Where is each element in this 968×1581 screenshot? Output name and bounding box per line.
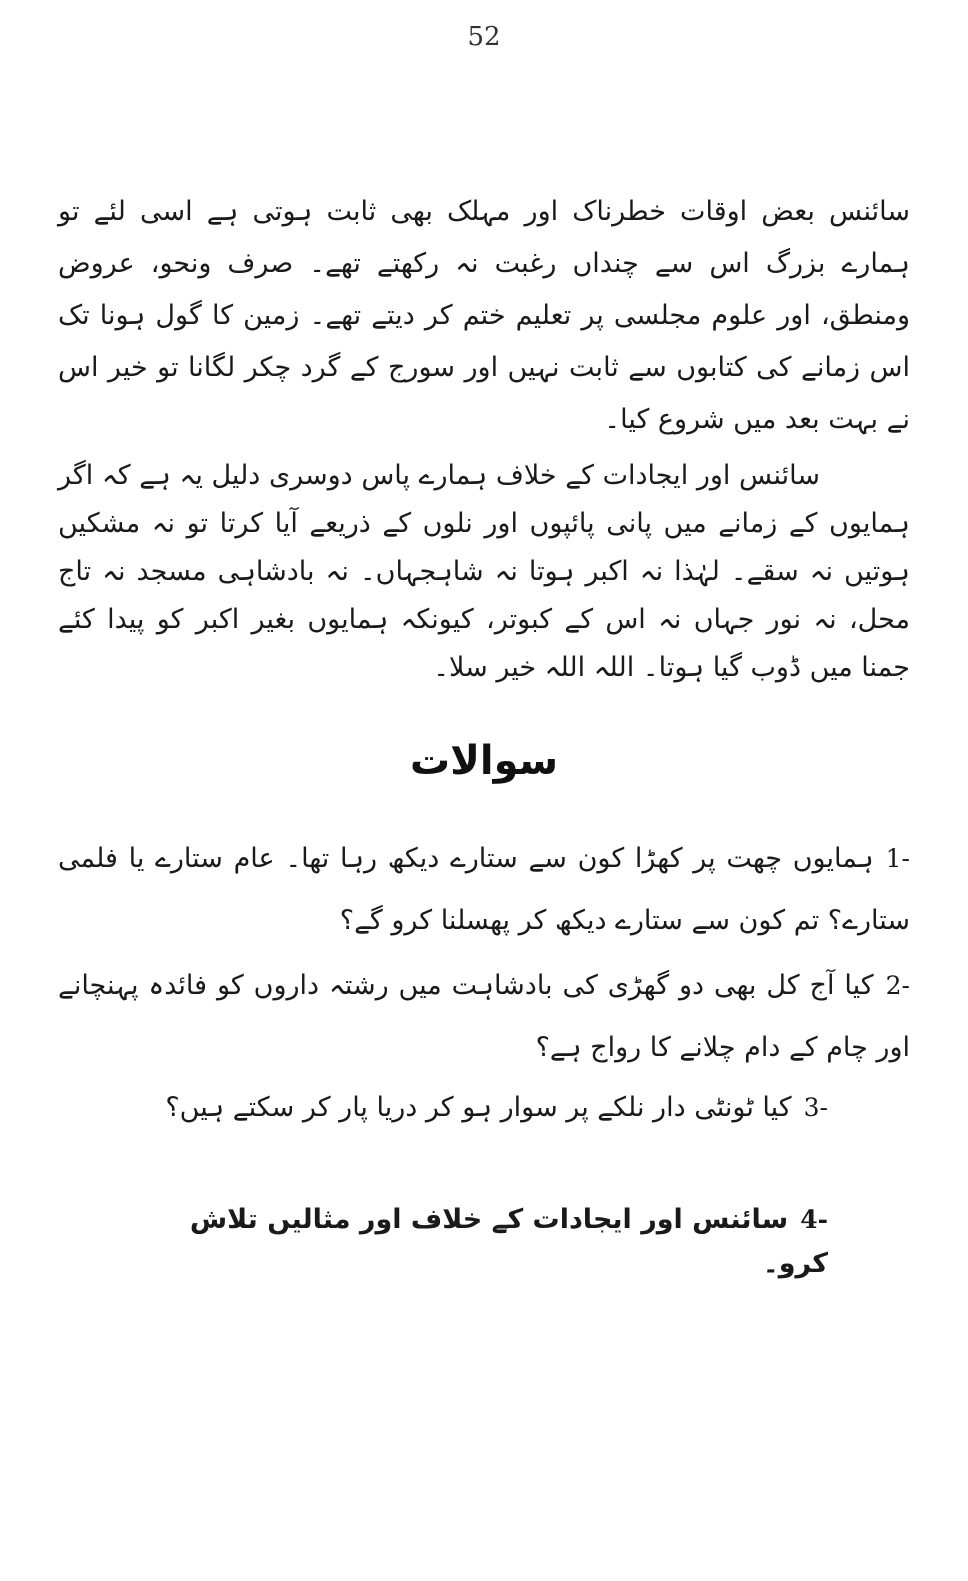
page-number: 52 bbox=[467, 22, 501, 52]
question-4 bbox=[128, 1198, 828, 1286]
questions-heading: سوالات bbox=[409, 738, 559, 784]
question-1-number: -1 bbox=[885, 844, 910, 873]
question-4-text: سائنس اور ایجادات کے خلاف اور مثالیں تلاش کرو۔ bbox=[189, 1204, 828, 1279]
question-2-number: -2 bbox=[885, 971, 910, 1000]
question-3-number: -3 bbox=[803, 1093, 828, 1122]
question-1 bbox=[58, 828, 910, 952]
paragraph-2: سائنس اور ایجادات کے خلاف ہمارے پاس دوسری دلیل یہ ہے کہ اگر ہمایوں کے زمانے میں پانی پائپوں اور نلوں کے ذریعے آیا کرتا تو نہ مشکیں ہوتیں نہ سقے۔ لہٰذا نہ اکبر ہوتا نہ شاہجہاں۔ نہ بادشاہی مسجد نہ تاج محل، نہ نور جہاں نہ اس کے کبوتر، کیونکہ ہمایوں بغیر اکبر کو پیدا کئے جمنا میں ڈوب گیا ہوتا۔ اللہ اللہ خیر سلا۔ bbox=[58, 460, 910, 683]
question-4-number: -4 bbox=[800, 1205, 828, 1234]
question-2 bbox=[58, 955, 910, 1079]
question-2-text: کیا آج کل بھی دو گھڑی کی بادشاہت میں رشتہ داروں کو فائدہ پہنچانے اور چام کے دام چلانے کا رواج ہے؟ bbox=[58, 970, 910, 1063]
question-1-text: ہمایوں چھت پر کھڑا کون سے ستارے دیکھ رہا تھا۔ عام ستارے یا فلمی ستارے؟ تم کون سے ستارے دیکھ کر پھسلنا کرو گے؟ bbox=[58, 843, 910, 936]
paragraph-1: سائنس بعض اوقات خطرناک اور مہلک بھی ثابت ہوتی ہے اسی لئے تو ہمارے بزرگ اس سے چنداں رغبت نہ رکھتے تھے۔ صرف ونحو، عروض ومنطق، اور علوم مجلسی پر تعلیم ختم کر دیتے تھے۔ زمین کا گول ہونا تک اس زمانے کی کتابوں سے ثابت نہیں اور سورج کے گرد چکر لگانا تو خیر اس نے بہت بعد میں شروع کیا۔ bbox=[58, 196, 910, 435]
question-3 bbox=[128, 1088, 828, 1128]
question-3-text: کیا ٹونٹی دار نلکے پر سوار ہو کر دریا پار کر سکتے ہیں؟ bbox=[165, 1092, 792, 1123]
